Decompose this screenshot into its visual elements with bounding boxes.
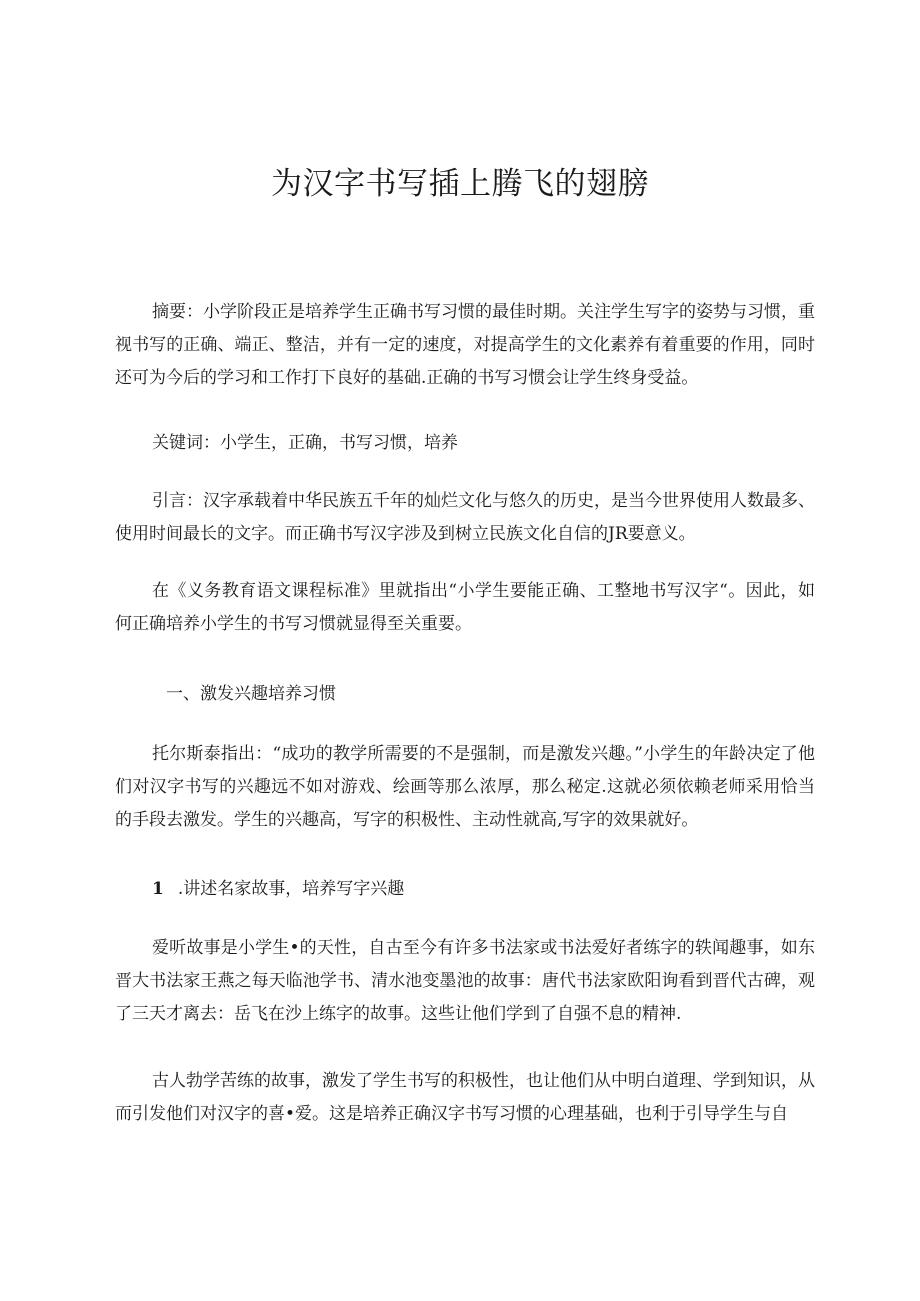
keywords-paragraph: 关键词：小学生，正确，书写习惯，培养: [152, 433, 458, 453]
curriculum-standard-paragraph: 在《义务教育语文课程标准》里就指出“小学生要能正确、工整地书写汉字“。因此，如何正确培养小学生的书写习惯就显得至关重要。: [115, 581, 815, 634]
section-heading-1: 一、激发兴趣培养习惯: [166, 684, 336, 704]
document-title: 为汉字书写插上腾飞的翅膀: [271, 166, 649, 202]
subsection-title: .讲述名家故事，培养写字兴趣: [177, 879, 405, 899]
section-1-paragraph: 托尔斯泰指出：“成功的教学所需要的不是强制，而是激发兴趣。”小学生的年龄决定了他们对汉字书写的兴趣远不如对游戏、绘画等那么浓厚，那么秘定.这就必须依赖老师采用恰当的手段去激发。学生的兴趣高，写字的积极性、主动性就高,写字的效果就好。: [115, 744, 815, 830]
subsection-heading-1: [152, 873, 404, 906]
subsection-number: 1: [152, 879, 164, 899]
subsection-1-paragraph-2: 古人勃学苦练的故事，激发了学生书写的积极性，也让他们从中明白道理、学到知识，从而引发他们对汉字的喜•爱。这是培养正确汉字书写习惯的心理基础，也利于引导学生与自: [115, 1071, 815, 1124]
subsection-1-paragraph-1: 爱听故事是小学生•的天性，自古至今有许多书法家或书法爱好者练字的轶闻趣事，如东晋大书法家王燕之每天临池学书、清水池变墨池的故事：唐代书法家欧阳询看到晋代古碑，观了三天才离去：岳飞在沙上练字的故事。这些让他们学到了自强不息的精神.: [115, 938, 815, 1024]
abstract-paragraph: 摘要：小学阶段正是培养学生正确书写习惯的最佳时期。关注学生写字的姿势与习惯，重视书写的正确、端正、整洁，并有一定的速度，对提高学生的文化素养有着重要的作用，同时还可为今后的学习和工作打下良好的基础.正确的书写习惯会让学生终身受益。: [115, 302, 815, 388]
intro-paragraph: 引言：汉字承载着中华民族五千年的灿烂文化与悠久的历史，是当今世界使用人数最多、使用时间最长的文字。而正确书写汉字涉及到树立民族文化自信的JR要意义。: [115, 491, 815, 544]
